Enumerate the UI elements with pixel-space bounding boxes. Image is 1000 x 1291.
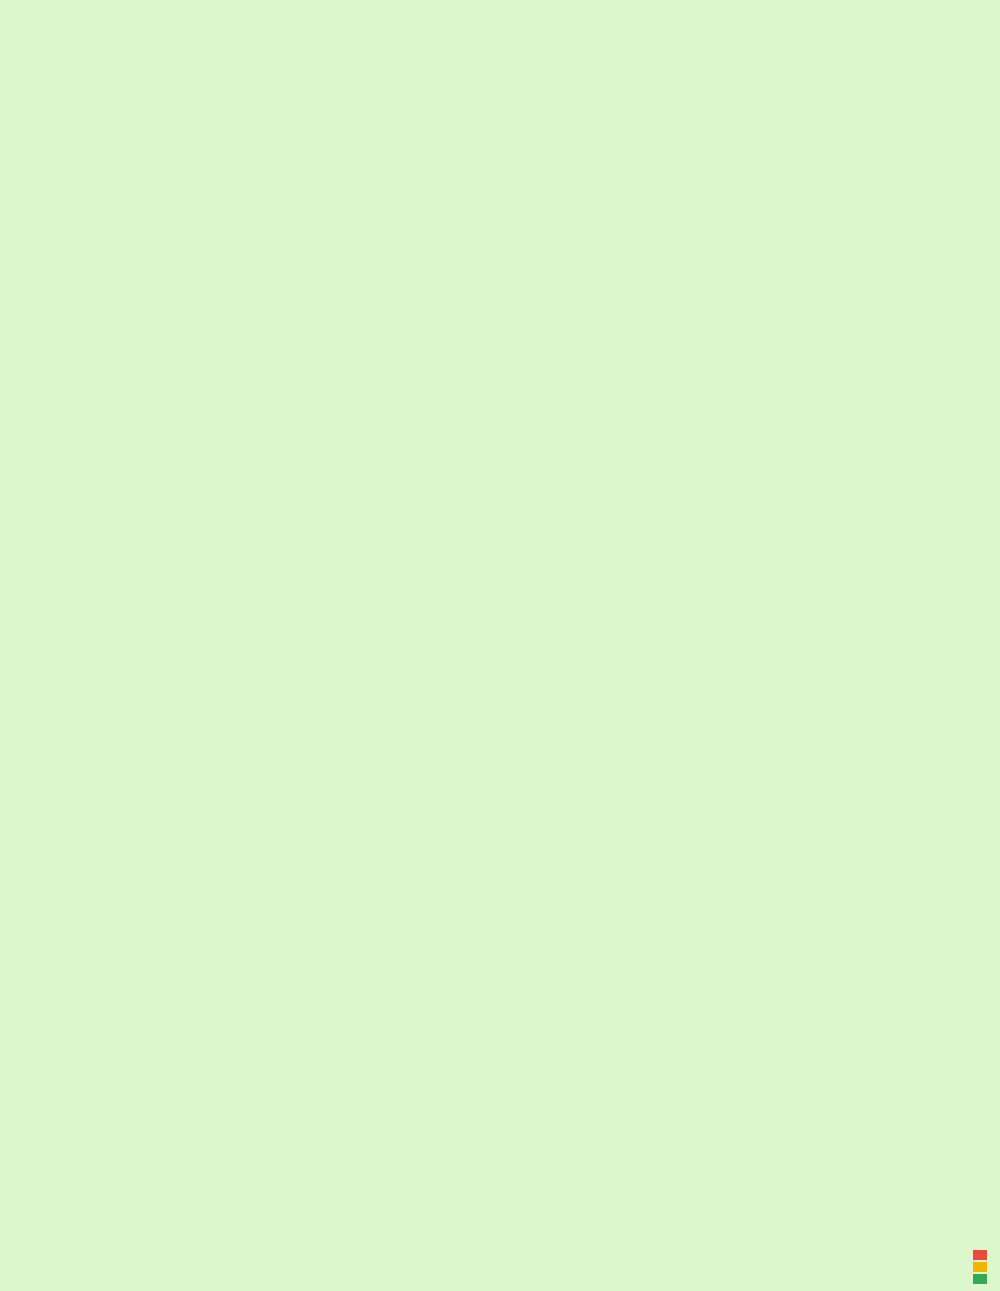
logo-mark-icon (973, 1249, 987, 1285)
liveworksheets-logo (973, 1249, 990, 1285)
